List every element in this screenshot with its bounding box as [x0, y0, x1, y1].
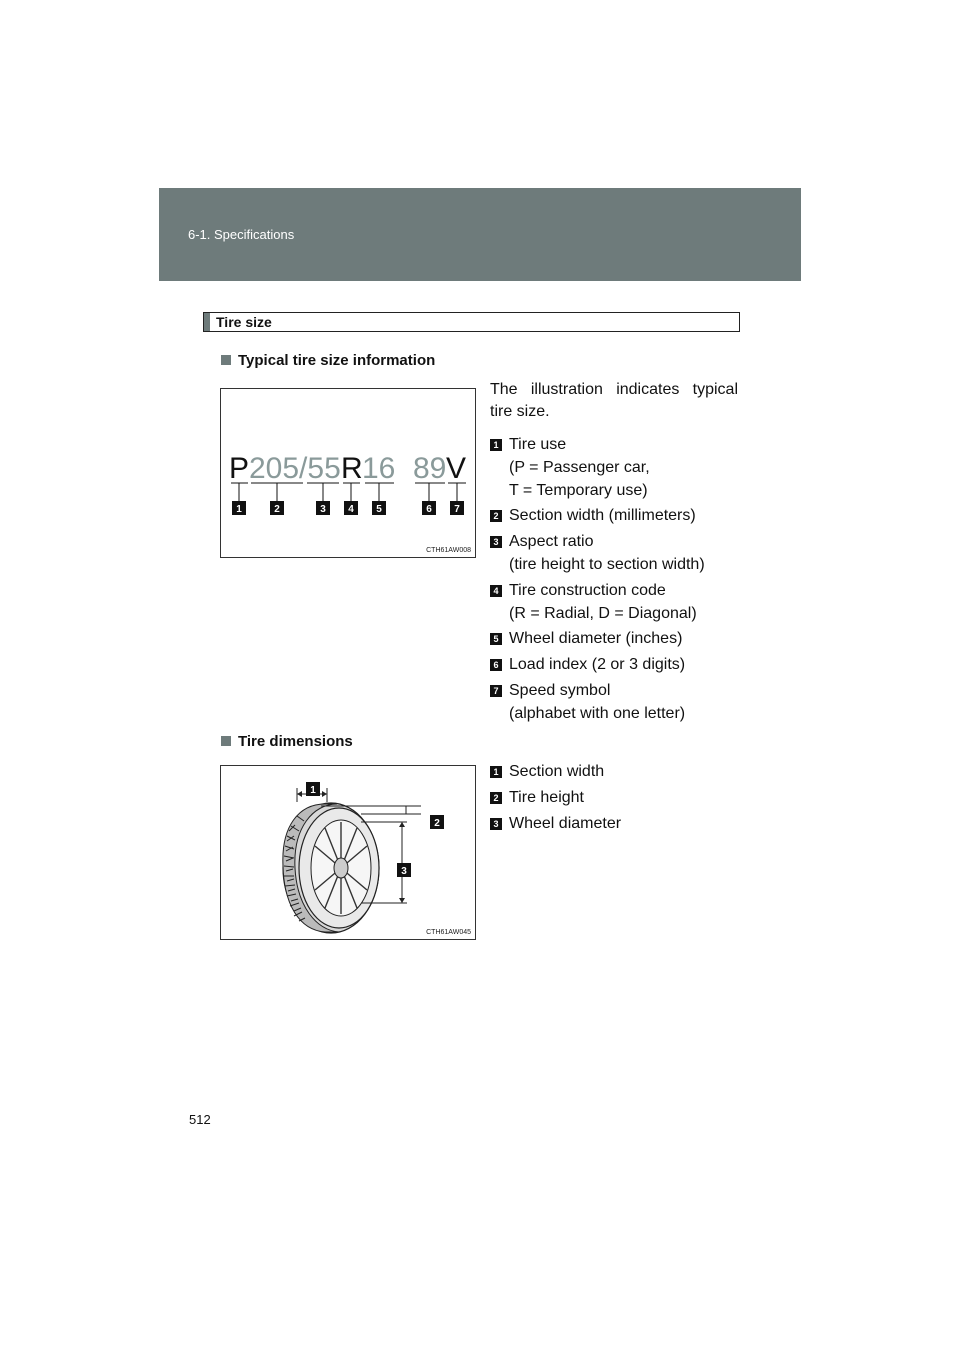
code-part-load: 89: [413, 452, 447, 485]
list-item: 2 Section width (millimeters): [490, 504, 750, 527]
bullet-square-icon: [221, 355, 231, 365]
code-part-diameter: 16: [362, 452, 396, 485]
subheading-dimensions-text: Tire dimensions: [238, 733, 353, 750]
callout-number: 1: [490, 766, 502, 778]
svg-text:3: 3: [320, 504, 326, 515]
list-item: 4 Tire construction code (R = Radial, D = Diagonal): [490, 579, 750, 625]
tire-dimensions-figure: [220, 765, 476, 940]
svg-text:4: 4: [348, 504, 354, 515]
breadcrumb: 6-1. Specifications: [188, 227, 295, 242]
list-item: 7 Speed symbol (alphabet with one letter): [490, 679, 750, 725]
section-accent: [204, 313, 210, 331]
leader-lines: [231, 483, 466, 501]
callout-number: 3: [490, 818, 502, 830]
list-item: 6 Load index (2 or 3 digits): [490, 653, 750, 676]
callout-number: 1: [490, 439, 502, 451]
callout-number: 5: [490, 633, 502, 645]
svg-text:5: 5: [376, 504, 382, 515]
page-number: 512: [189, 1112, 211, 1127]
svg-text:1: 1: [310, 785, 316, 796]
section-title-bar: [203, 312, 740, 332]
code-part-construction: R: [341, 452, 363, 485]
callout-number: 6: [490, 659, 502, 671]
subheading-typical: [221, 352, 435, 369]
callout-tags: [232, 501, 464, 515]
list-item: 1 Tire use (P = Passenger car, T = Temporary use): [490, 433, 750, 502]
code-part-speed: V: [446, 452, 467, 485]
tire-size-figure: [220, 388, 476, 558]
subheading-dimensions: [221, 733, 353, 750]
list-item: 1 Section width: [490, 760, 750, 783]
svg-text:1: 1: [236, 504, 242, 515]
chapter-header: [159, 188, 801, 281]
code-part-width-aspect: 205/55: [249, 452, 341, 485]
subheading-typical-text: Typical tire size information: [238, 352, 436, 369]
svg-text:6: 6: [426, 504, 432, 515]
callout-number: 7: [490, 685, 502, 697]
list-item: 2 Tire height: [490, 786, 750, 809]
svg-text:2: 2: [274, 504, 280, 515]
callout-number: 4: [490, 585, 502, 597]
section-title: Tire size: [216, 314, 272, 330]
figure-code: CTH61AW008: [426, 547, 471, 554]
callout-number: 2: [490, 792, 502, 804]
tire-size-diagram: [221, 389, 475, 557]
tire-illustration: [221, 766, 475, 939]
callout-number: 2: [490, 510, 502, 522]
list-item: 3 Wheel diameter: [490, 812, 750, 835]
figure-code: CTH61AW045: [426, 929, 471, 936]
callout-number: 3: [490, 536, 502, 548]
code-part-use: P: [229, 452, 250, 485]
list-item: 3 Aspect ratio (tire height to section width): [490, 530, 750, 576]
list-item: 5 Wheel diameter (inches): [490, 627, 750, 650]
intro-paragraph: The illustration indicates typical tire size.: [490, 381, 738, 420]
svg-text:3: 3: [401, 866, 407, 877]
svg-text:2: 2: [434, 818, 440, 829]
bullet-square-icon: [221, 736, 231, 746]
svg-text:7: 7: [454, 504, 460, 515]
